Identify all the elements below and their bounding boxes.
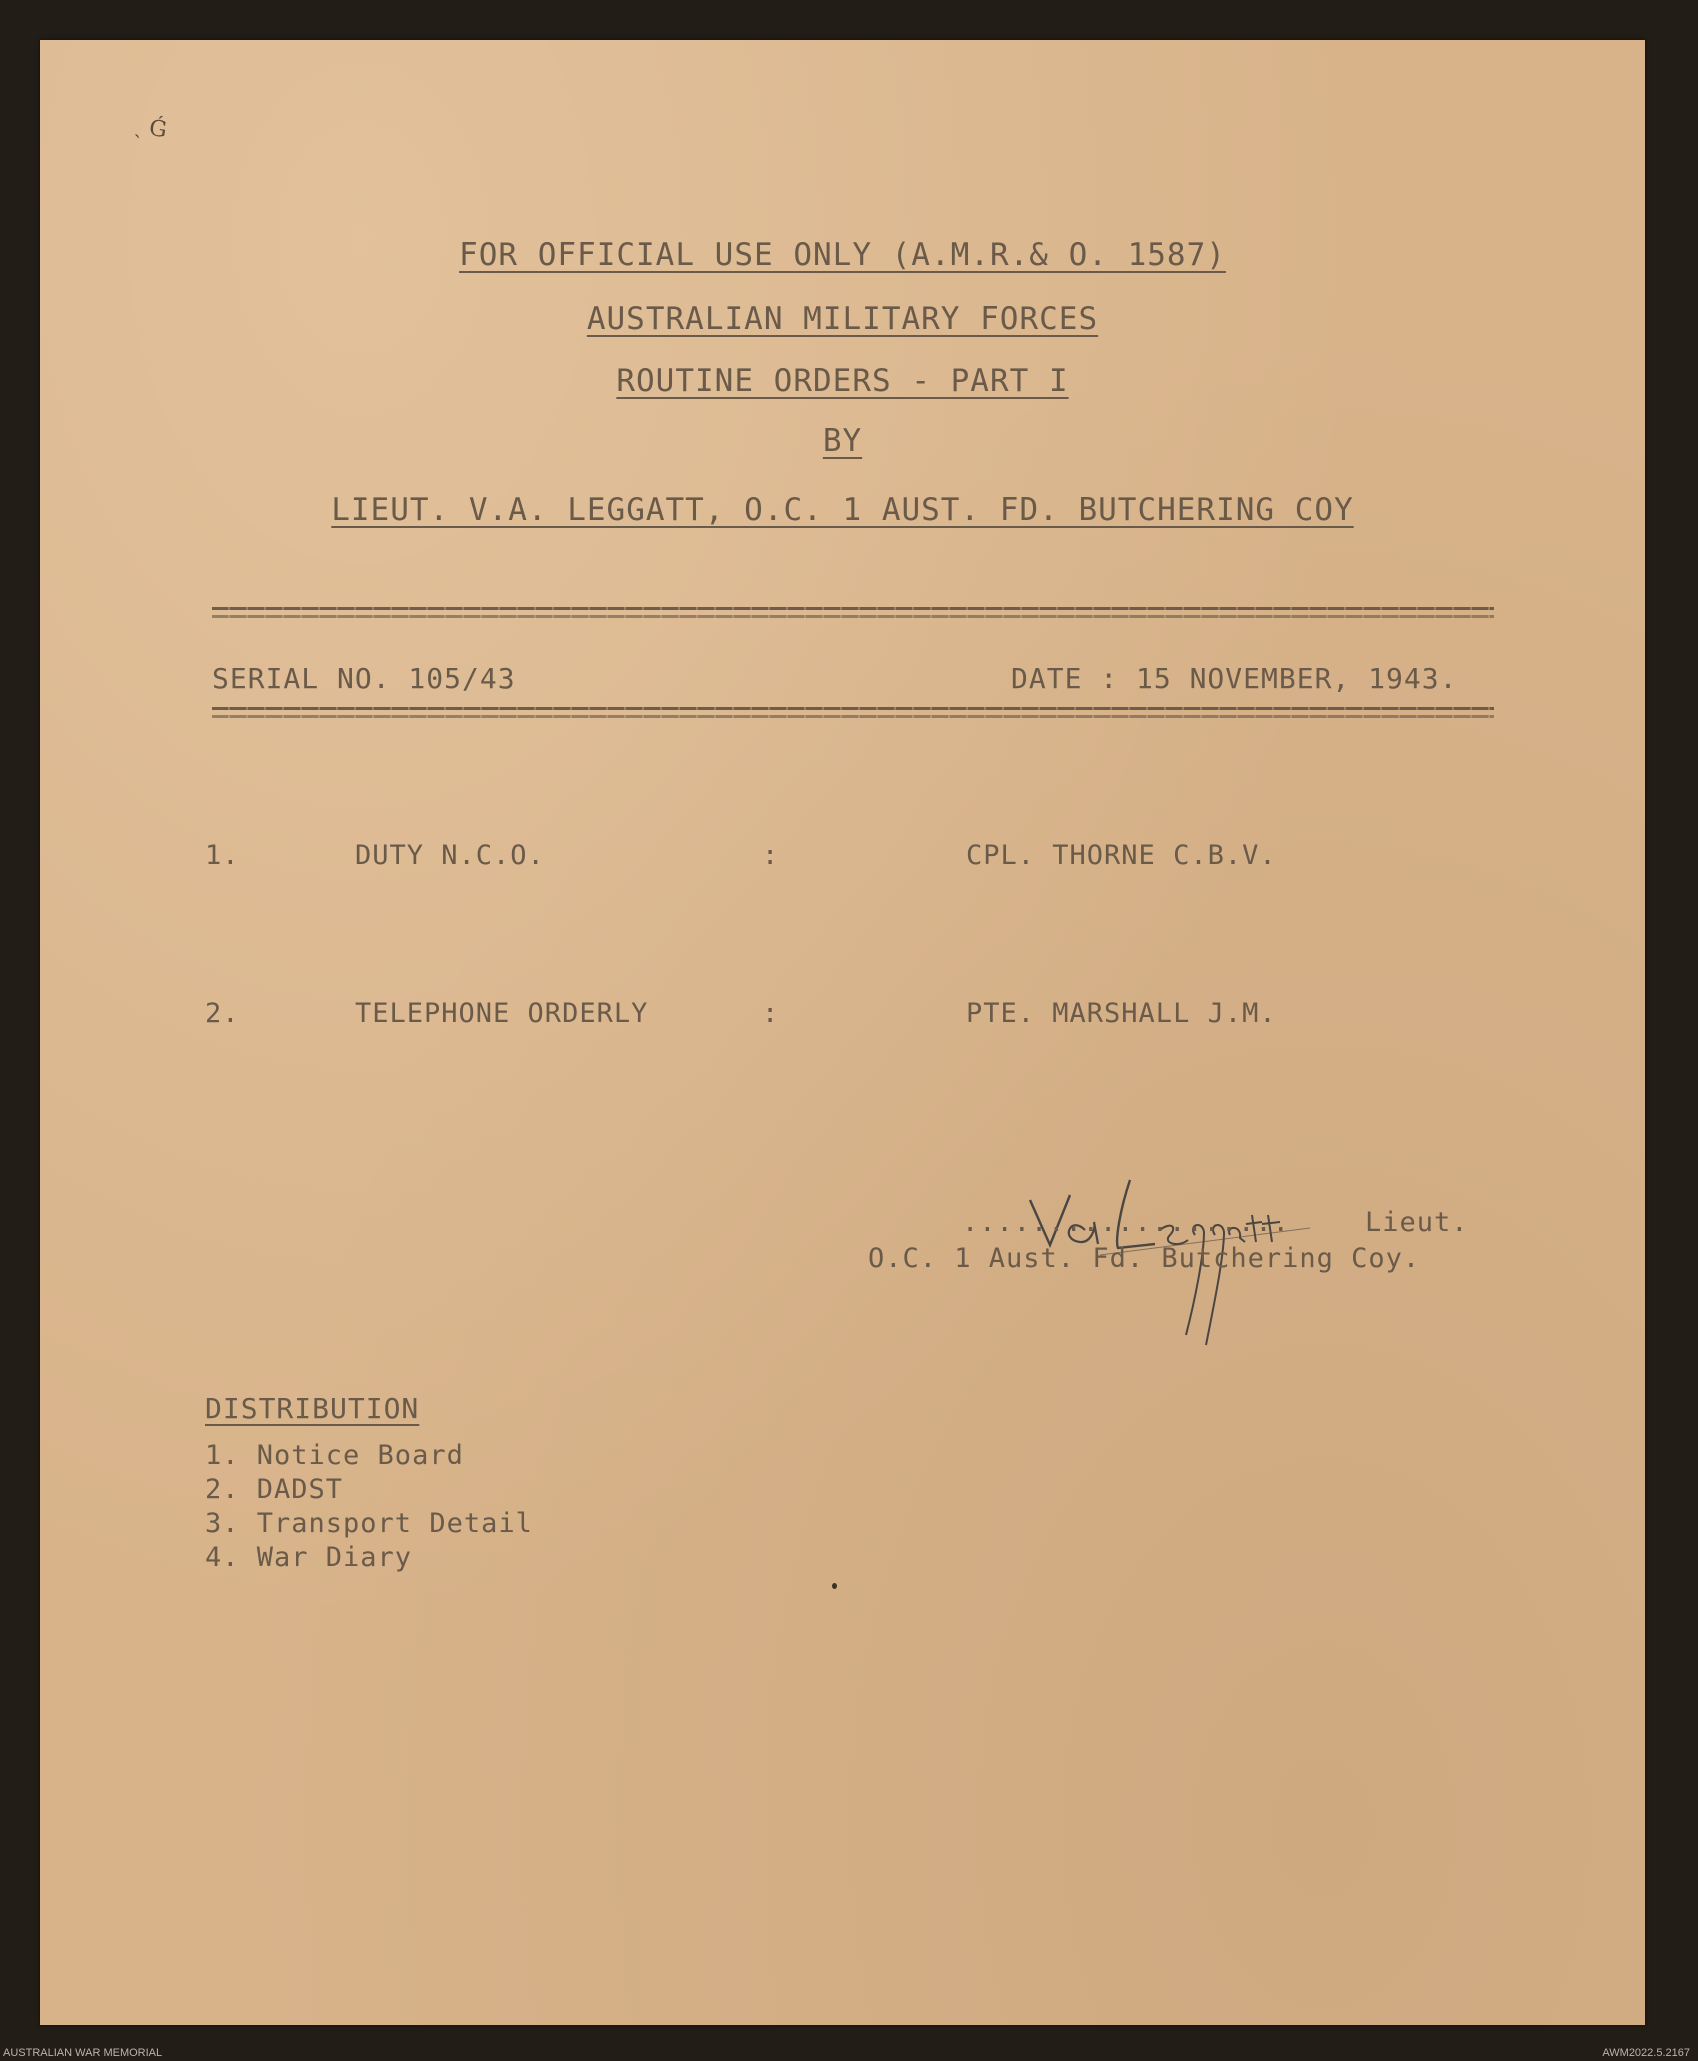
order-1-label: DUTY N.C.O. — [355, 840, 545, 871]
distribution-item: 2. DADST — [205, 1474, 344, 1505]
header-issuer: LIEUT. V.A. LEGGATT, O.C. 1 AUST. FD. BUTCHERING COY — [331, 492, 1354, 528]
order-1-value: CPL. THORNE C.B.V. — [966, 840, 1277, 871]
header-forces: AUSTRALIAN MILITARY FORCES — [586, 301, 1099, 337]
header-routine-orders: ROUTINE ORDERS - PART I — [616, 363, 1069, 399]
distribution-item: 3. Transport Detail — [205, 1508, 533, 1539]
distribution-item: 1. Notice Board — [205, 1440, 464, 1471]
footer-accession-number: AWM2022.5.2167 — [1602, 2047, 1690, 2059]
distribution-title: DISTRIBUTION — [205, 1392, 420, 1425]
bottom-rule-secondary — [212, 715, 1494, 718]
order-2-colon: : — [762, 998, 780, 1029]
header-official-use: FOR OFFICIAL USE ONLY (A.M.R.& O. 1587) — [459, 237, 1226, 273]
corner-handwritten-mark: ˎ Ǵ — [133, 113, 169, 144]
order-1-colon: : — [762, 840, 780, 871]
header-by: BY — [822, 423, 863, 459]
signature-unit: O.C. 1 Aust. Fd. Butchering Coy. — [868, 1243, 1421, 1274]
signature-dots: ................... — [962, 1207, 1290, 1238]
serial-number: SERIAL NO. 105/43 — [212, 662, 516, 695]
distribution-item: 4. War Diary — [205, 1542, 413, 1573]
bottom-rule — [212, 707, 1494, 710]
order-1-number: 1. — [205, 840, 240, 871]
ink-spot — [832, 1583, 837, 1589]
top-rule-secondary — [212, 615, 1494, 618]
top-rule — [212, 607, 1494, 610]
order-2-number: 2. — [205, 998, 240, 1029]
order-2-label: TELEPHONE ORDERLY — [355, 998, 649, 1029]
footer-institution: AUSTRALIAN WAR MEMORIAL — [3, 2047, 163, 2059]
document-page — [40, 40, 1645, 2025]
order-2-value: PTE. MARSHALL J.M. — [966, 998, 1277, 1029]
document-date: DATE : 15 NOVEMBER, 1943. — [1011, 662, 1458, 695]
signature-rank: Lieut. — [1365, 1207, 1469, 1238]
